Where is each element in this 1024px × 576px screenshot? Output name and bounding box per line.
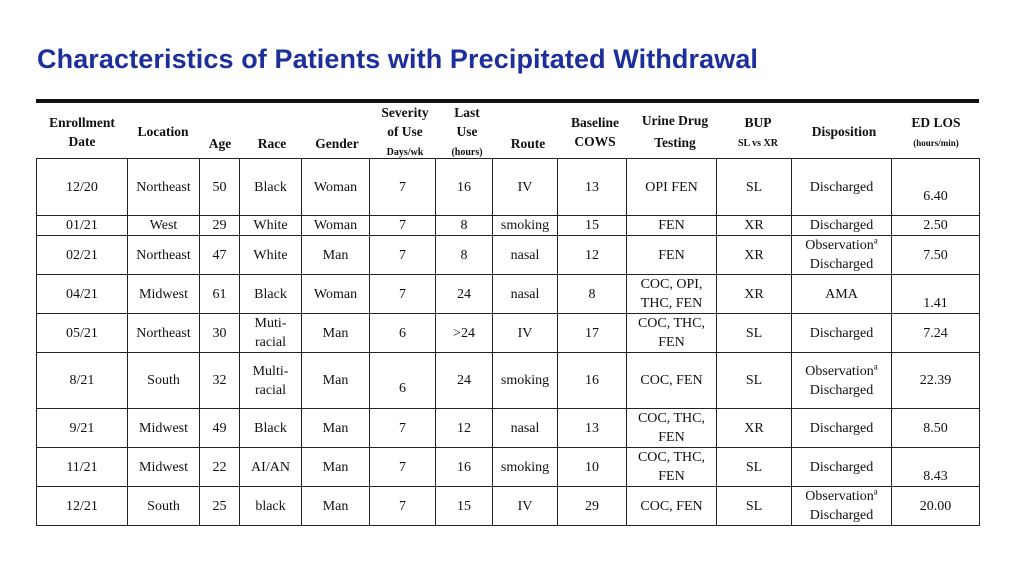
cell-urine: COC, THC, FEN bbox=[627, 314, 717, 353]
table-row bbox=[37, 448, 980, 487]
cell-urine: OPI FEN bbox=[627, 159, 717, 216]
cell-age: 61 bbox=[200, 275, 240, 314]
patients-table bbox=[36, 158, 980, 526]
cell-cows: 17 bbox=[558, 314, 627, 353]
cell-date: 9/21 bbox=[37, 409, 128, 448]
table-row bbox=[37, 216, 980, 236]
cell-route: nasal bbox=[493, 275, 558, 314]
cell-route: smoking bbox=[493, 448, 558, 487]
cell-urine: COC, FEN bbox=[627, 353, 717, 409]
cell-bup: SL bbox=[717, 487, 792, 526]
cell-gender: Woman bbox=[302, 159, 370, 216]
cell-race: black bbox=[240, 487, 302, 526]
cell-age: 50 bbox=[200, 159, 240, 216]
cell-gender: Man bbox=[302, 236, 370, 275]
cell-last-use: 24 bbox=[436, 353, 493, 409]
table-row bbox=[37, 409, 980, 448]
cell-race: Black bbox=[240, 275, 302, 314]
header-location: Location bbox=[137, 124, 189, 139]
cell-route: nasal bbox=[493, 409, 558, 448]
cell-severity: 7 bbox=[370, 409, 436, 448]
cell-urine: COC, THC, FEN bbox=[627, 409, 717, 448]
cell-bup: SL bbox=[717, 314, 792, 353]
header-baseline-cows: Baseline COWS bbox=[570, 115, 619, 149]
cell-location: Midwest bbox=[128, 448, 200, 487]
cell-last-use: 24 bbox=[436, 275, 493, 314]
cell-last-use: 12 bbox=[436, 409, 493, 448]
cell-last-use: 8 bbox=[436, 236, 493, 275]
table-row bbox=[37, 275, 980, 314]
cell-urine: COC, THC, FEN bbox=[627, 448, 717, 487]
cell-last-use: 16 bbox=[436, 159, 493, 216]
cell-bup: XR bbox=[717, 409, 792, 448]
cell-urine: FEN bbox=[627, 216, 717, 236]
cell-ed-los: 20.00 bbox=[892, 487, 980, 526]
cell-gender: Woman bbox=[302, 216, 370, 236]
table-row bbox=[37, 159, 980, 216]
cell-route: IV bbox=[493, 314, 558, 353]
cell-bup: SL bbox=[717, 159, 792, 216]
cell-urine: COC, FEN bbox=[627, 487, 717, 526]
header-urine-drug-testing: Urine Drug Testing bbox=[641, 113, 709, 150]
cell-race: White bbox=[240, 216, 302, 236]
cell-date: 02/21 bbox=[37, 236, 128, 275]
cell-cows: 13 bbox=[558, 409, 627, 448]
cell-date: 05/21 bbox=[37, 314, 128, 353]
cell-location: South bbox=[128, 353, 200, 409]
cell-bup: XR bbox=[717, 216, 792, 236]
cell-ed-los: 6.40 bbox=[892, 159, 980, 216]
cell-severity: 7 bbox=[370, 487, 436, 526]
cell-date: 12/21 bbox=[37, 487, 128, 526]
cell-bup: SL bbox=[717, 353, 792, 409]
cell-ed-los: 1.41 bbox=[892, 275, 980, 314]
cell-ed-los: 7.50 bbox=[892, 236, 980, 275]
cell-bup: XR bbox=[717, 236, 792, 275]
cell-gender: Man bbox=[302, 353, 370, 409]
cell-cows: 15 bbox=[558, 216, 627, 236]
cell-location: Northeast bbox=[128, 236, 200, 275]
cell-cows: 12 bbox=[558, 236, 627, 275]
cell-ed-los: 8.50 bbox=[892, 409, 980, 448]
cell-route: IV bbox=[493, 159, 558, 216]
cell-location: Northeast bbox=[128, 314, 200, 353]
cell-severity: 7 bbox=[370, 216, 436, 236]
cell-age: 49 bbox=[200, 409, 240, 448]
cell-cows: 8 bbox=[558, 275, 627, 314]
cell-age: 29 bbox=[200, 216, 240, 236]
cell-gender: Man bbox=[302, 448, 370, 487]
cell-last-use: 16 bbox=[436, 448, 493, 487]
cell-ed-los: 7.24 bbox=[892, 314, 980, 353]
table-header bbox=[0, 103, 1024, 165]
header-enrollment-date: Enrollment Date bbox=[49, 115, 115, 149]
cell-age: 30 bbox=[200, 314, 240, 353]
header-severity: Severity of Use Days/wk bbox=[381, 105, 429, 158]
header-gender: Gender bbox=[315, 136, 359, 151]
cell-disposition: Discharged bbox=[792, 448, 892, 487]
cell-severity: 7 bbox=[370, 236, 436, 275]
cell-last-use: 8 bbox=[436, 216, 493, 236]
header-route: Route bbox=[510, 136, 546, 151]
cell-age: 25 bbox=[200, 487, 240, 526]
cell-disposition: Observation$^a$ Discharged bbox=[792, 236, 892, 275]
cell-last-use: 15 bbox=[436, 487, 493, 526]
page-title: Characteristics of Patients with Precipitated Withdrawal bbox=[37, 44, 759, 74]
cell-disposition: Discharged bbox=[792, 314, 892, 353]
cell-race: AI/AN bbox=[240, 448, 302, 487]
table-row bbox=[37, 314, 980, 353]
cell-location: Midwest bbox=[128, 275, 200, 314]
footnote-marker: a bbox=[873, 486, 878, 497]
cell-cows: 13 bbox=[558, 159, 627, 216]
cell-race: Multi- racial bbox=[240, 353, 302, 409]
footnote-marker: a bbox=[873, 360, 878, 371]
table-row bbox=[37, 487, 980, 526]
cell-location: Northeast bbox=[128, 159, 200, 216]
cell-race: Muti- racial bbox=[240, 314, 302, 353]
cell-disposition: AMA bbox=[792, 275, 892, 314]
table-row bbox=[37, 353, 980, 409]
cell-date: 01/21 bbox=[37, 216, 128, 236]
header-age: Age bbox=[208, 136, 232, 151]
cell-gender: Man bbox=[302, 487, 370, 526]
cell-ed-los: 8.43 bbox=[892, 448, 980, 487]
cell-bup: SL bbox=[717, 448, 792, 487]
cell-age: 32 bbox=[200, 353, 240, 409]
table-row bbox=[37, 236, 980, 275]
cell-severity: 7 bbox=[370, 159, 436, 216]
cell-date: 04/21 bbox=[37, 275, 128, 314]
cell-gender: Man bbox=[302, 314, 370, 353]
cell-cows: 10 bbox=[558, 448, 627, 487]
header-race: Race bbox=[257, 136, 287, 151]
cell-gender: Man bbox=[302, 409, 370, 448]
cell-disposition: Observation$^a$ Discharged bbox=[792, 487, 892, 526]
cell-severity: 6 bbox=[370, 314, 436, 353]
cell-location: South bbox=[128, 487, 200, 526]
cell-ed-los: 22.39 bbox=[892, 353, 980, 409]
header-last-use: Last Use (hours) bbox=[451, 105, 483, 158]
cell-urine: FEN bbox=[627, 236, 717, 275]
cell-severity: 7 bbox=[370, 275, 436, 314]
cell-location: West bbox=[128, 216, 200, 236]
cell-last-use: >24 bbox=[436, 314, 493, 353]
cell-race: Black bbox=[240, 159, 302, 216]
header-bup: BUP SL vs XR bbox=[737, 115, 778, 149]
cell-cows: 16 bbox=[558, 353, 627, 409]
cell-age: 22 bbox=[200, 448, 240, 487]
cell-age: 47 bbox=[200, 236, 240, 275]
cell-route: nasal bbox=[493, 236, 558, 275]
cell-urine: COC, OPI, THC, FEN bbox=[627, 275, 717, 314]
cell-disposition: Discharged bbox=[792, 216, 892, 236]
header-disposition: Disposition bbox=[811, 124, 877, 139]
cell-route: smoking bbox=[493, 216, 558, 236]
cell-date: 12/20 bbox=[37, 159, 128, 216]
cell-date: 11/21 bbox=[37, 448, 128, 487]
cell-disposition: Observation$^a$ Discharged bbox=[792, 353, 892, 409]
cell-severity: 7 bbox=[370, 448, 436, 487]
cell-race: Black bbox=[240, 409, 302, 448]
cell-date: 8/21 bbox=[37, 353, 128, 409]
cell-ed-los: 2.50 bbox=[892, 216, 980, 236]
cell-severity: 6 bbox=[370, 353, 436, 409]
footnote-marker: a bbox=[873, 235, 878, 246]
cell-disposition: Discharged bbox=[792, 159, 892, 216]
cell-location: Midwest bbox=[128, 409, 200, 448]
cell-cows: 29 bbox=[558, 487, 627, 526]
cell-disposition: Discharged bbox=[792, 409, 892, 448]
header-ed-los: ED LOS (hours/min) bbox=[911, 115, 961, 148]
cell-race: White bbox=[240, 236, 302, 275]
cell-route: IV bbox=[493, 487, 558, 526]
cell-gender: Woman bbox=[302, 275, 370, 314]
cell-route: smoking bbox=[493, 353, 558, 409]
cell-bup: XR bbox=[717, 275, 792, 314]
